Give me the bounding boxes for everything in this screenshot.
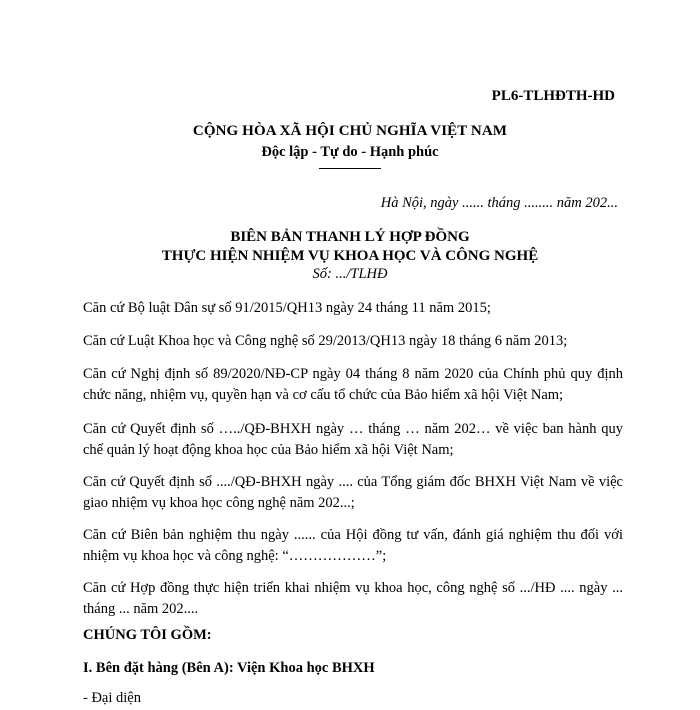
legal-basis-paragraph: Căn cứ Biên bản nghiệm thu ngày ...... của Hội đồng tư vấn, đánh giá nghiệm thu đối với nhiệm vụ khoa học và công nghệ: “………………”; <box>83 527 623 564</box>
legal-basis-paragraph: Căn cứ Hợp đồng thực hiện triển khai nhiệm vụ khoa học, công nghệ số .../HĐ .... ngày ... tháng ... năm 202.... <box>83 580 623 617</box>
truncated-line: - Đại diện <box>83 690 141 706</box>
legal-basis-paragraph: Căn cứ Nghị định số 89/2020/NĐ-CP ngày 04 tháng 8 năm 2020 của Chính phủ quy định chức năng, nhiệm vụ, quyền hạn và cơ cấu tổ chức của Bảo hiểm xã hội Việt Nam; <box>83 366 623 403</box>
national-title: CỘNG HÒA XÃ HỘI CHỦ NGHĨA VIỆT NAM <box>192 123 508 139</box>
document-number: Số: .../TLHĐ <box>312 266 388 282</box>
legal-basis-paragraph: Căn cứ Luật Khoa học và Công nghệ số 29/2013/QH13 ngày 18 tháng 6 năm 2013; <box>83 333 568 349</box>
party-a-heading: I. Bên đặt hàng (Bên A): Viện Khoa học BHXH <box>83 660 375 676</box>
legal-basis-paragraph: Căn cứ Quyết định số …../QĐ-BHXH ngày … tháng … năm 202… về việc ban hành quy chế quản lý hoạt động khoa học của Bảo hiểm xã hội Việt Nam; <box>83 421 623 458</box>
document-title-line1: BIÊN BẢN THANH LÝ HỢP ĐỒNG <box>230 229 470 245</box>
date-line: Hà Nội, ngày ...... tháng ........ năm 202... <box>380 195 618 211</box>
legal-basis-paragraph: Căn cứ Bộ luật Dân sự số 91/2015/QH13 ngày 24 tháng 11 năm 2015; <box>83 300 491 316</box>
form-code: PL6-TLHĐTH-HD <box>491 88 615 104</box>
document-title-line2: THỰC HIỆN NHIỆM VỤ KHOA HỌC VÀ CÔNG NGHỆ <box>161 248 539 264</box>
motto-underline <box>319 168 381 169</box>
parties-heading: CHÚNG TÔI GỒM: <box>83 627 212 643</box>
legal-basis-paragraph: Căn cứ Quyết định số ..../QĐ-BHXH ngày .... của Tổng giám đốc BHXH Việt Nam về việc giao nhiệm vụ khoa học công nghệ năm 202...; <box>83 474 623 511</box>
national-motto: Độc lập - Tự do - Hạnh phúc <box>261 144 439 160</box>
